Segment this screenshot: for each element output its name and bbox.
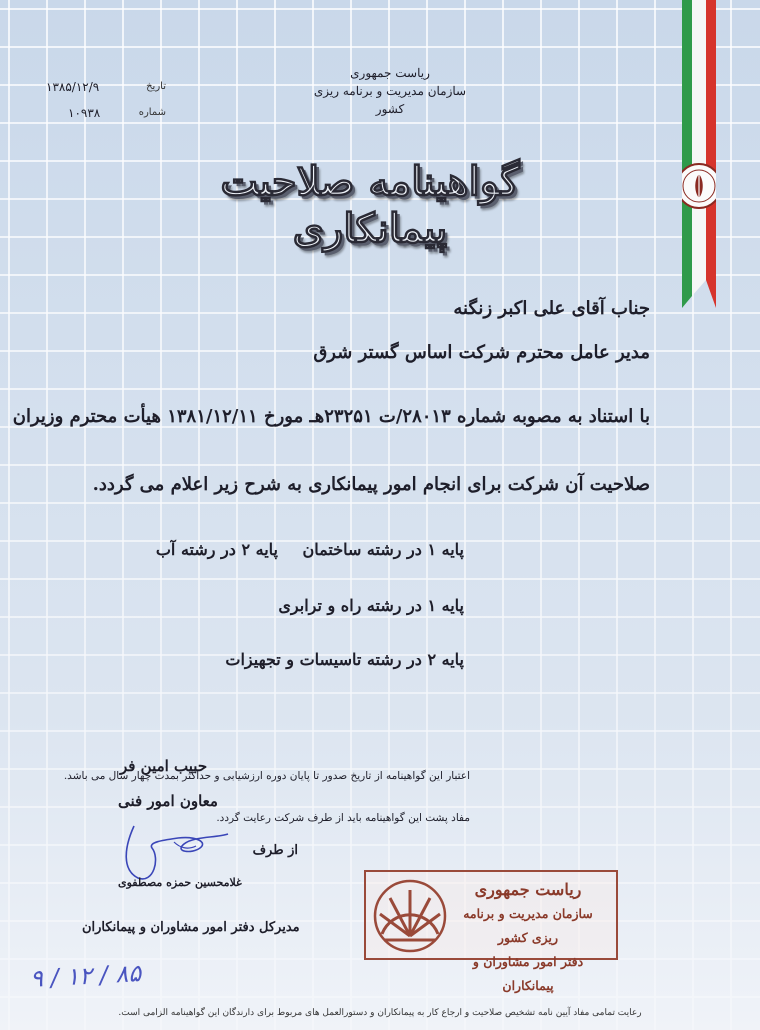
number-label: شماره bbox=[138, 107, 166, 118]
seal-text bbox=[448, 878, 608, 998]
number-value: ۱۰۹۳۸ bbox=[68, 106, 101, 120]
body-line-1: با استناد به مصوبه شماره ۲۸۰۱۳/ت ۲۳۲۵۱هـ مورخ ۱۳۸۱/۱۲/۱۱ هیأت محترم وزیران bbox=[12, 406, 650, 427]
footer-note: رعایت تمامی مفاد آیین نامه تشخیص صلاحیت و ارجاع کار به پیمانکاران و دستورالعمل های مربوط برای دارندگان این گواهینامه الزامی است. bbox=[118, 1008, 642, 1018]
date-row bbox=[46, 74, 166, 100]
header-organization bbox=[300, 64, 480, 118]
grade-item-installations: پایه ۲ در رشته تاسیسات و تجهیزات bbox=[225, 650, 464, 669]
document-meta bbox=[46, 74, 166, 126]
recipient-salutation: جناب آقای علی اکبر زنگنه bbox=[453, 298, 650, 319]
signatory-1-name: حبیب امین فر bbox=[120, 757, 208, 775]
date-value: ۱۳۸۵/۱۲/۹ bbox=[46, 80, 100, 94]
body-line-2: صلاحیت آن شرکت برای انجام امور پیمانکاری به شرح زیر اعلام می گردد. bbox=[92, 474, 650, 495]
grade-item-water: پایه ۲ در رشته آب bbox=[155, 540, 278, 559]
recipient-position: مدیر عامل محترم شرکت اساس گستر شرق bbox=[313, 342, 650, 363]
signatory-2-title: مدیرکل دفتر امور مشاوران و پیمانکاران bbox=[82, 920, 300, 935]
validity-note-2: مفاد پشت این گواهینامه باید از طرف شرکت رعایت گردد. bbox=[216, 812, 470, 824]
flag-ribbon bbox=[682, 0, 716, 308]
signatory-2-name: غلامحسین حمزه مصطفوی bbox=[118, 876, 242, 889]
validity-note-1: اعتبار این گواهینامه از تاریخ صدور تا پایان دوره ارزشیابی و حداکثر بمدت چهار سال می باشد. bbox=[63, 770, 470, 782]
header-org-line-1: ریاست جمهوری bbox=[350, 66, 430, 80]
official-seal bbox=[364, 870, 618, 993]
seal-emblem-icon bbox=[372, 878, 448, 954]
seal-line-1: ریاست جمهوری bbox=[474, 880, 582, 899]
signatory-1-title: معاون امور فنی bbox=[118, 792, 218, 810]
header-org-line-2: سازمان مدیریت و برنامه ریزی کشور bbox=[313, 84, 467, 116]
date-label: تاریخ bbox=[146, 81, 166, 92]
on-behalf-label: از طرف bbox=[252, 843, 298, 858]
number-row bbox=[46, 100, 166, 126]
certificate-title: گواهینامه صلاحیت پیمانکاری bbox=[220, 158, 520, 252]
handwritten-date: ۸۵ / ۱۲ / ۹ bbox=[29, 959, 142, 993]
grade-item-building: پایه ۱ در رشته ساختمان bbox=[302, 540, 464, 559]
grade-item-road: پایه ۱ در رشته راه و ترابری bbox=[278, 596, 464, 615]
seal-line-2: سازمان مدیریت و برنامه ریزی کشور bbox=[463, 906, 593, 945]
seal-line-3: دفتر امور مشاوران و پیمانکاران bbox=[472, 954, 584, 993]
